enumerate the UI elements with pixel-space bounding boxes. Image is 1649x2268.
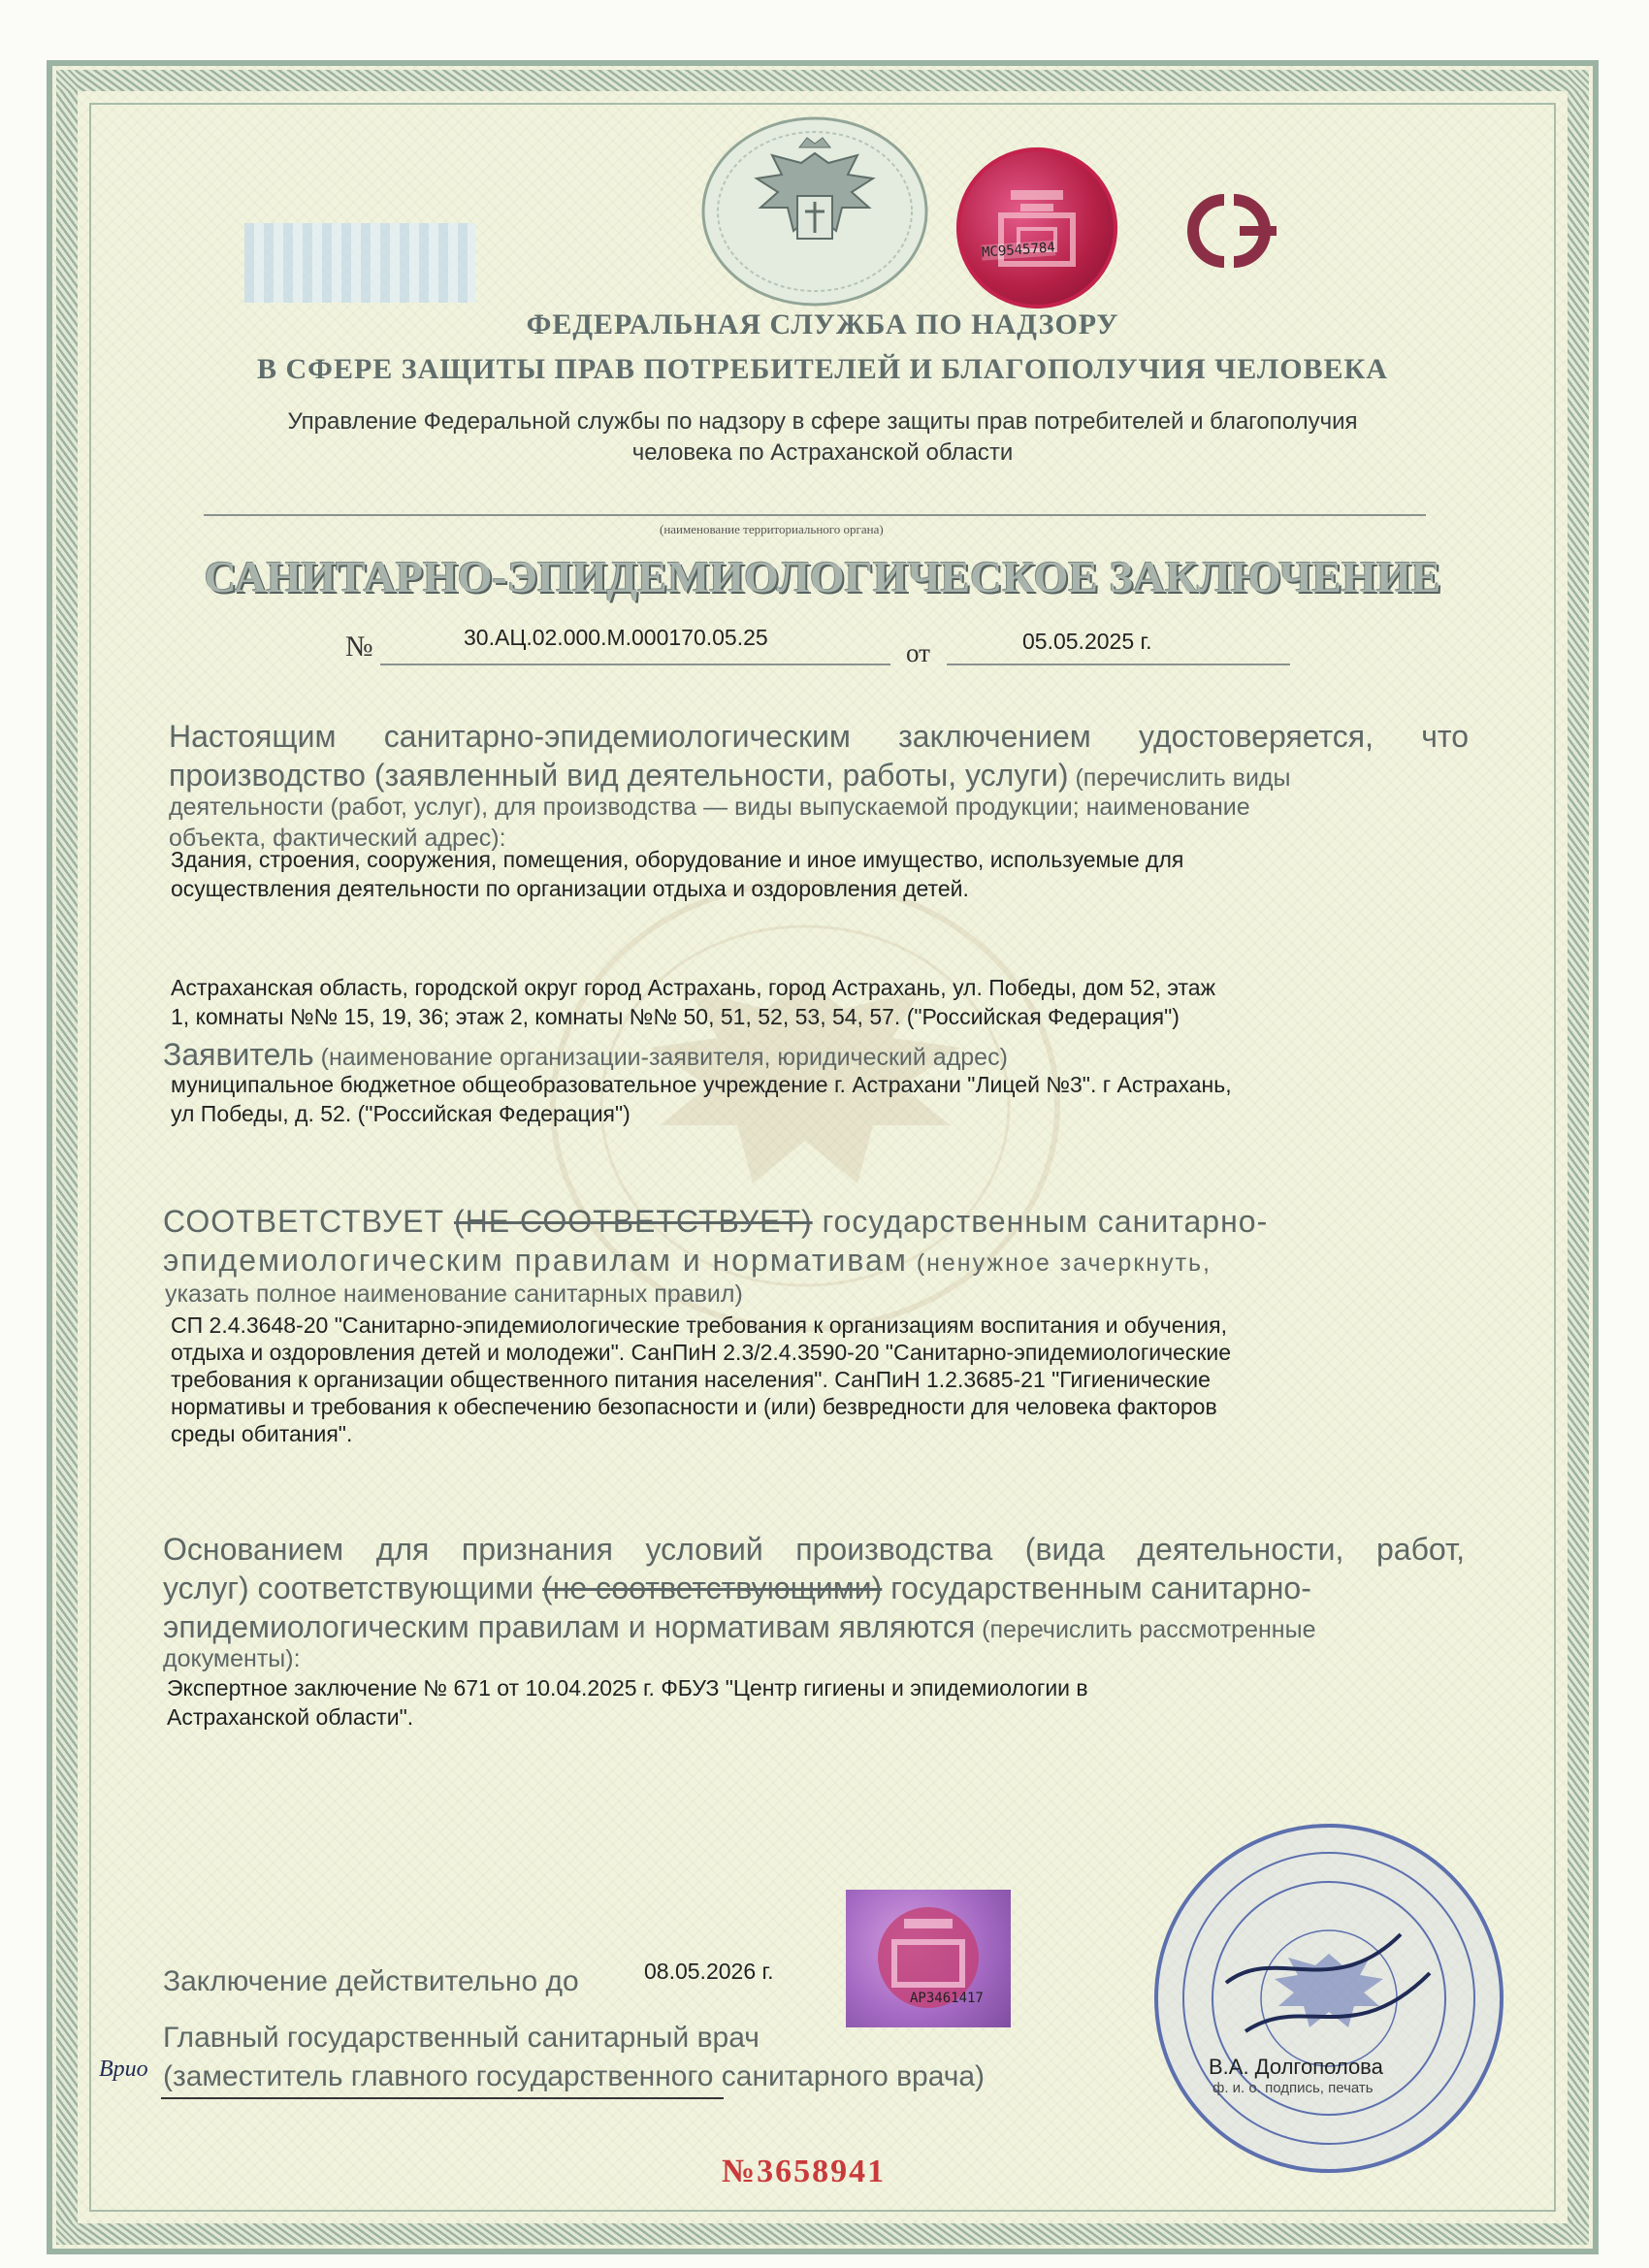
department-line2: человека по Астраханской области <box>631 439 1014 466</box>
intro-line1: Настоящим санитарно-эпидемиологическим заключением удостоверяется, что <box>169 719 1469 754</box>
hologram-bottom-code: АР3461417 <box>910 1991 984 2006</box>
issue-date: 05.05.2025 г. <box>1022 629 1152 654</box>
activity-line1: Здания, строения, сооружения, помещения, оборудование и иное имущество, используемые для <box>171 847 1184 872</box>
rospotrebnadzor-logo-icon <box>846 1890 1011 2027</box>
basis-line2-struck: (не соответствующими) <box>542 1571 883 1605</box>
agency-name-line2: В СФЕРЕ ЗАЩИТЫ ПРАВ ПОТРЕБИТЕЛЕЙ И БЛАГОПОЛУЧИЯ ЧЕЛОВЕКА <box>257 353 1388 385</box>
rospotrebnadzor-logo-icon <box>956 147 1117 308</box>
compliance-line2 <box>163 1242 1212 1281</box>
rules-line1: СП 2.4.3648-20 "Санитарно-эпидемиологические требования к организациям воспитания и обучения, <box>171 1312 1227 1338</box>
hologram-top-code: МС9545784 <box>981 240 1056 261</box>
compliance-struck: (НЕ СООТВЕТСТВУЕТ) <box>453 1204 813 1239</box>
applicant-line2: ул Победы, д. 52. ("Российская Федерация") <box>171 1101 630 1126</box>
seal-emblem-icon <box>1158 1828 1500 2169</box>
department-underline <box>204 514 1426 516</box>
basis-line2-a: услуг) соответствующими <box>163 1571 543 1605</box>
basis-line4-hint: документы): <box>163 1645 301 1672</box>
hologram-strip <box>244 223 475 303</box>
handwritten-prefix: Врио <box>99 2057 148 2082</box>
intro-hint-line3: деятельности (работ, услуг), для производства — виды выпускаемой продукции; наименование <box>169 794 1250 821</box>
number-underline <box>380 664 890 665</box>
rules-line5: среды обитания". <box>171 1421 353 1446</box>
rules-line2: отдыха и оздоровления детей и молодежи". СанПиН 2.3/2.4.3590-20 "Санитарно-эпидемиологические <box>171 1340 1232 1365</box>
date-from-label: от <box>906 638 930 667</box>
intro-hint-line4: объекта, фактический адрес): <box>169 825 506 852</box>
rules-line3: требования к организации общественного питания населения". СанПиН 1.2.3685-21 "Гигиенические <box>171 1367 1211 1392</box>
official-seal <box>1154 1824 1504 2173</box>
compliance-word: СООТВЕТСТВУЕТ <box>163 1204 445 1239</box>
signature-underline <box>161 2097 724 2099</box>
basis-line2-b: государственным санитарно- <box>882 1571 1311 1605</box>
certificate-number: 30.АЦ.02.000.М.000170.05.25 <box>464 625 768 650</box>
number-label: № <box>345 631 373 663</box>
signatory-caption: ф. и. о. подпись, печать <box>1212 2080 1374 2096</box>
department-caption: (наименование территориального органа) <box>660 522 884 536</box>
hologram-bottom <box>846 1890 1011 2027</box>
double-headed-eagle-icon <box>698 114 931 308</box>
signatory-position-line2: (заместитель главного государственного санитарного врача) <box>163 2060 986 2092</box>
intro-line2-main: производство (заявленный вид деятельности, работы, услуги) <box>169 758 1069 793</box>
intro-line2 <box>169 757 1469 796</box>
serial-number: №3658941 <box>722 2154 887 2189</box>
signatory-name: В.А. Долгополова <box>1209 2055 1383 2079</box>
applicant-label: Заявитель <box>163 1037 314 1072</box>
rules-line4: нормативы и требования к обеспечению безопасности и (или) безвредности для человека факторов <box>171 1394 1217 1419</box>
basis-line3-hint: (перечислить рассмотренные <box>975 1616 1316 1643</box>
validity-date: 08.05.2026 г. <box>644 1959 774 1984</box>
compliance-line3-hint: указать полное наименование санитарных правил) <box>165 1280 743 1308</box>
address-line2: 1, комнаты №№ 15, 19, 36; этаж 2, комнаты №№ 50, 51, 52, 53, 54, 57. ("Российская Федерация") <box>171 1004 1180 1029</box>
conformity-mark-icon <box>1156 186 1302 275</box>
applicant-line1: муниципальное бюджетное общеобразовательное учреждение г. Астрахани "Лицей №3". г Астрахань, <box>171 1072 1232 1097</box>
hologram-top <box>956 147 1117 308</box>
basis-line3 <box>163 1608 1315 1648</box>
applicant-heading <box>163 1036 1008 1076</box>
basis-line3-main: эпидемиологическим правилам и нормативам являются <box>163 1609 976 1644</box>
basis-value-line1: Экспертное заключение № 671 от 10.04.2025 г. ФБУЗ "Центр гигиены и эпидемиологии в <box>167 1675 1088 1701</box>
emblem-medallion <box>698 114 931 308</box>
basis-line1: Основанием для признания условий производства (вида деятельности, работ, <box>163 1532 1465 1567</box>
compliance-line2-main: эпидемиологическим правилам и нормативам <box>163 1243 908 1278</box>
agency-name-line1: ФЕДЕРАЛЬНАЯ СЛУЖБА ПО НАДЗОРУ <box>526 308 1119 340</box>
activity-line2: осуществления деятельности по организации отдыха и оздоровления детей. <box>171 876 969 901</box>
department-line1: Управление Федеральной службы по надзору в сфере защиты прав потребителей и благополучия <box>287 408 1358 435</box>
basis-value-line2: Астраханской области". <box>167 1704 414 1730</box>
compliance-rest: государственным санитарно- <box>812 1204 1269 1239</box>
applicant-hint: (наименование организации-заявителя, юридический адрес) <box>313 1044 1008 1071</box>
intro-line2-hint: (перечислить виды <box>1068 764 1291 792</box>
signatory-position-line1: Главный государственный санитарный врач <box>163 2022 760 2054</box>
date-underline <box>947 664 1290 665</box>
address-line1: Астраханская область, городской округ город Астрахань, город Астрахань, ул. Победы, дом 52, этаж <box>171 975 1215 1000</box>
compliance-line2-hint: (ненужное зачеркнуть, <box>907 1249 1212 1277</box>
conformity-mark <box>1156 186 1302 275</box>
validity-label: Заключение действительно до <box>163 1965 579 1997</box>
document-title: САНИТАРНО-ЭПИДЕМИОЛОГИЧЕСКОЕ ЗАКЛЮЧЕНИЕ <box>204 552 1441 601</box>
compliance-line1 <box>163 1203 1469 1240</box>
basis-line2 <box>163 1570 1311 1606</box>
